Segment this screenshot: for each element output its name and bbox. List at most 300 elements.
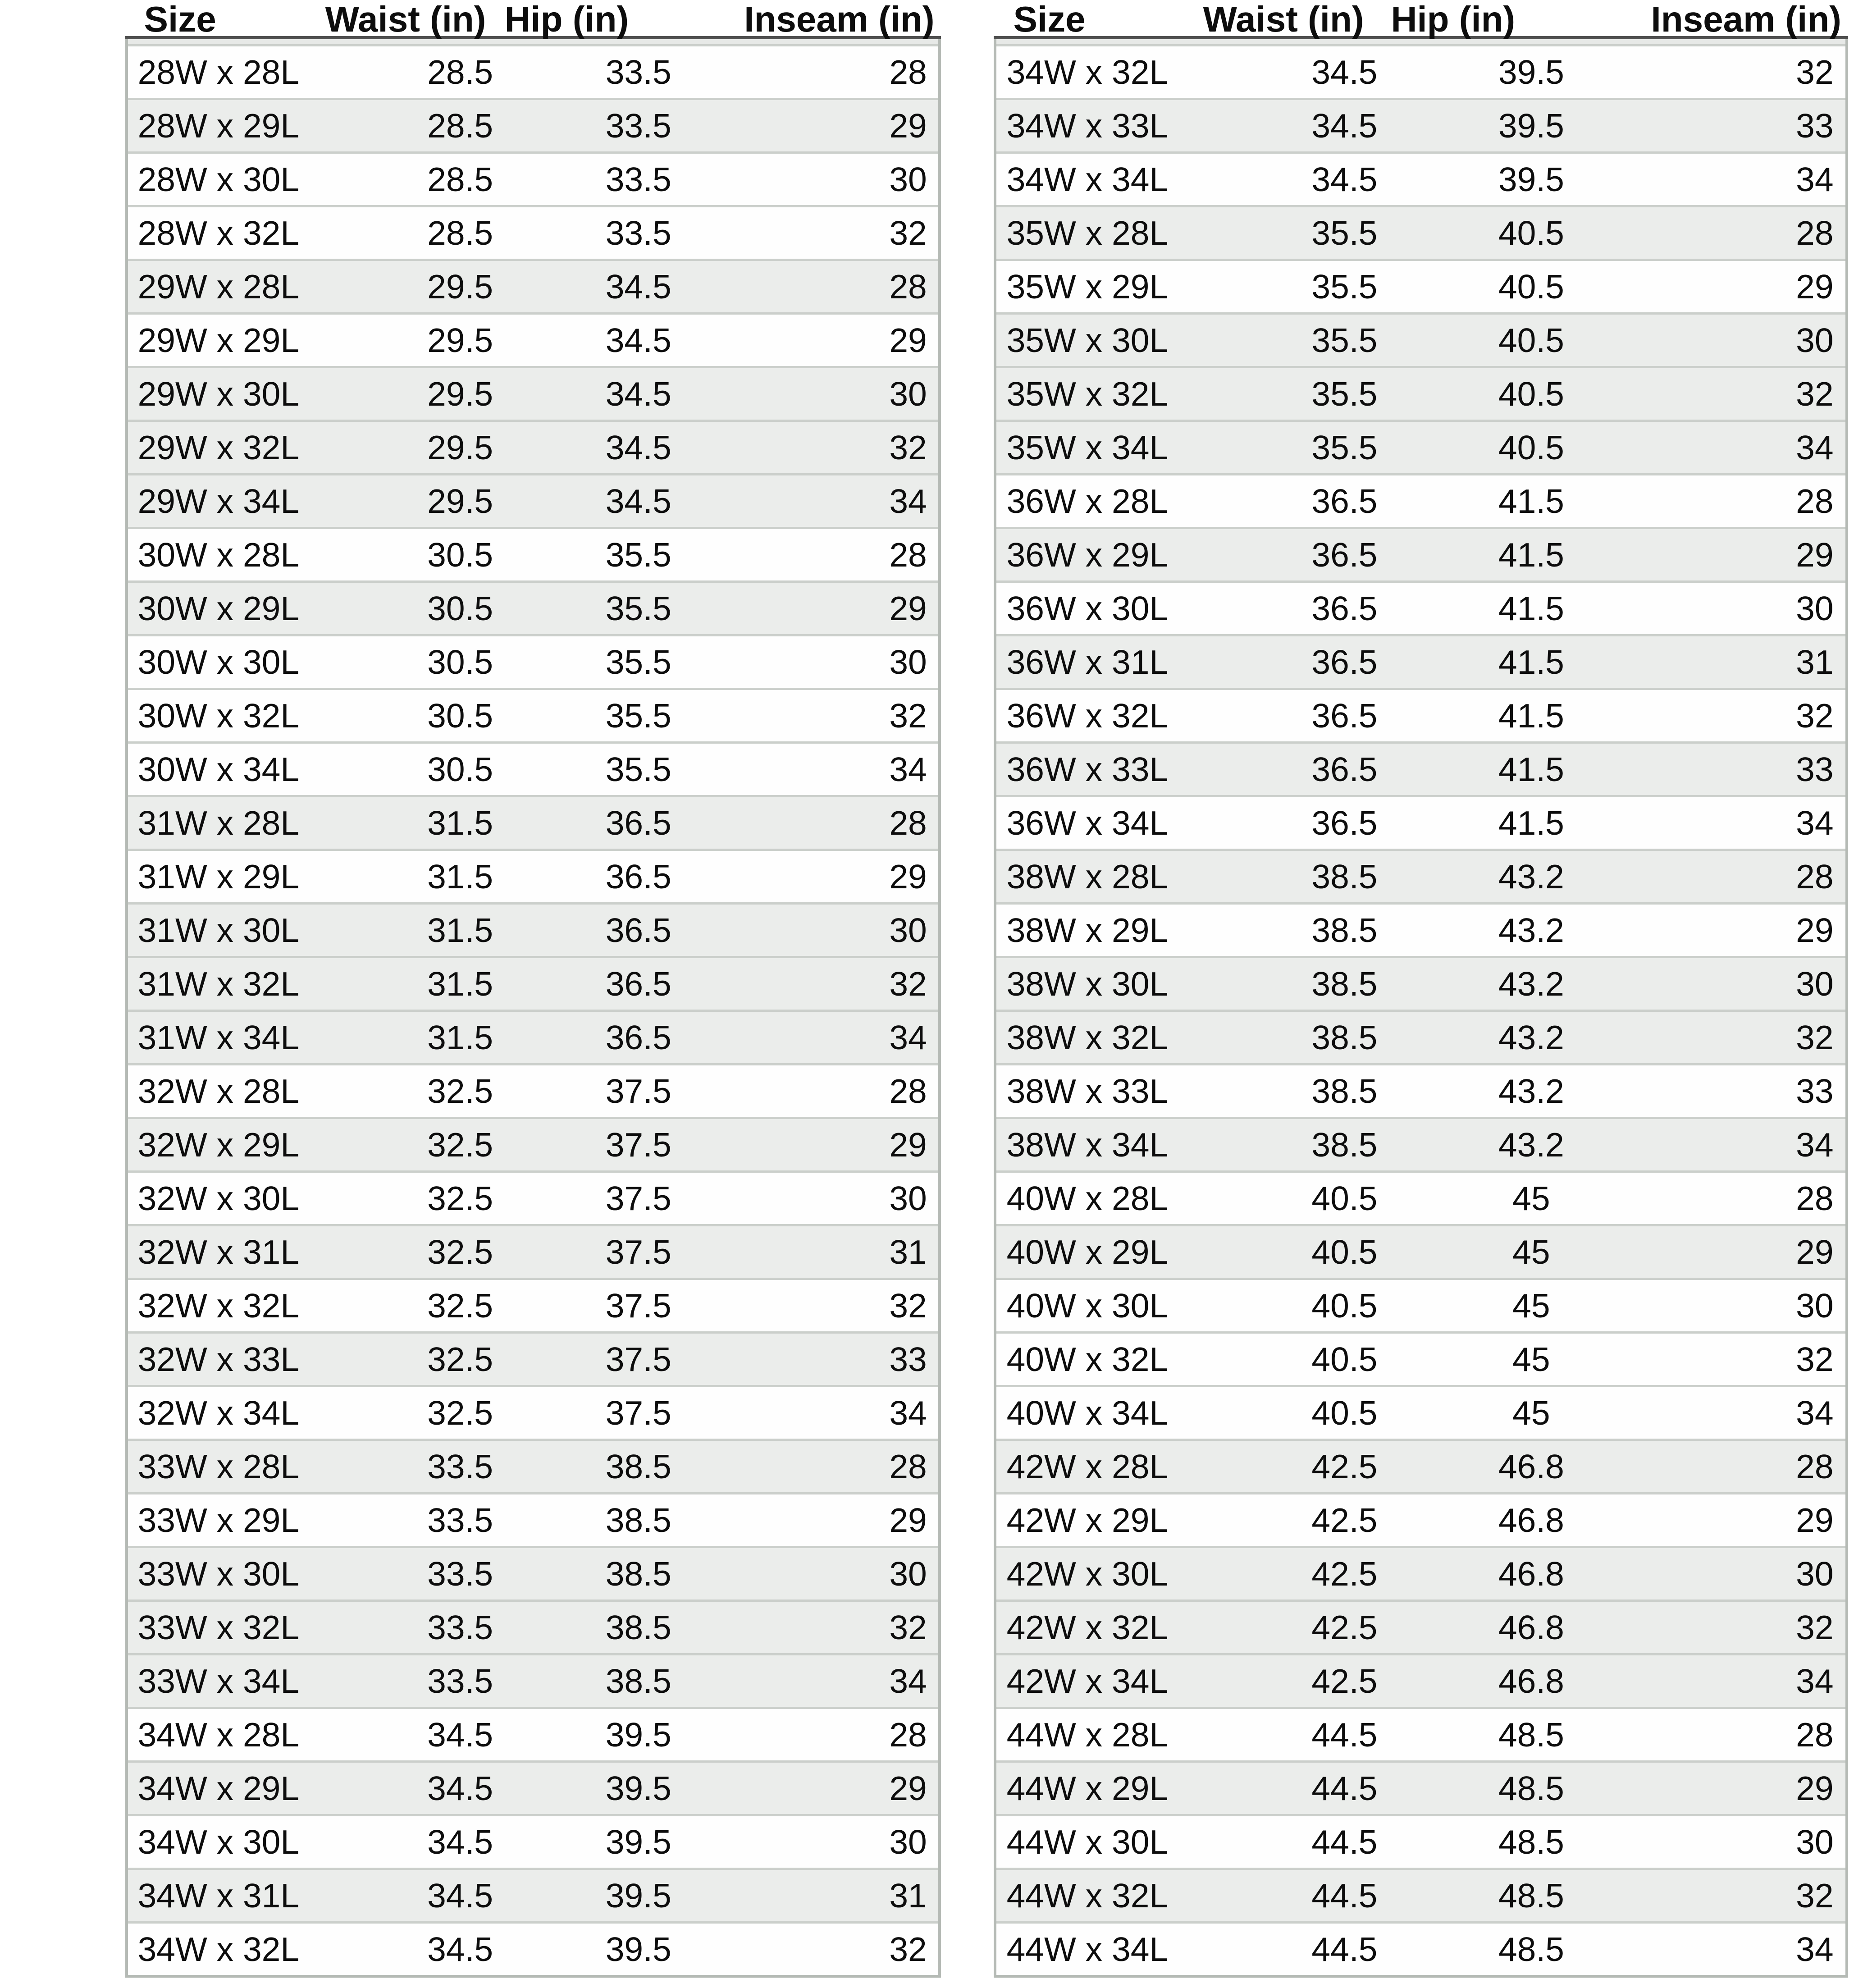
inseam-cell: 34 xyxy=(1796,429,1834,466)
hip-cell: 46.8 xyxy=(1498,1448,1564,1485)
size-cell: 38W x 28L xyxy=(1006,858,1169,896)
size-cell: 34W x 29L xyxy=(137,1769,300,1807)
waist-cell: 35.5 xyxy=(1311,268,1378,306)
inseam-cell: 34 xyxy=(889,1662,927,1700)
size-cell: 32W x 32L xyxy=(137,1287,300,1325)
hip-cell: 45 xyxy=(1512,1233,1550,1271)
size-cell: 34W x 32L xyxy=(1006,53,1169,91)
inseam-cell: 34 xyxy=(889,1019,927,1056)
inseam-cell: 32 xyxy=(1796,1340,1834,1378)
size-cell: 42W x 32L xyxy=(1006,1609,1169,1646)
size-cell: 40W x 34L xyxy=(1006,1394,1169,1432)
inseam-cell: 34 xyxy=(1796,1126,1834,1164)
table-row xyxy=(996,688,1845,741)
size-cell: 34W x 33L xyxy=(1006,107,1169,145)
size-cell: 40W x 29L xyxy=(1006,1233,1169,1271)
table-row xyxy=(996,580,1845,634)
size-cell: 30W x 32L xyxy=(137,697,300,735)
table-row xyxy=(996,741,1845,795)
table-row xyxy=(996,849,1845,902)
hip-cell: 48.5 xyxy=(1498,1823,1564,1861)
hip-cell: 43.2 xyxy=(1498,965,1564,1003)
waist-cell: 38.5 xyxy=(1311,1072,1378,1110)
size-cell: 34W x 30L xyxy=(137,1823,300,1861)
waist-cell: 34.5 xyxy=(427,1877,493,1915)
table-header-row xyxy=(125,0,941,39)
inseam-cell: 34 xyxy=(1796,1662,1834,1700)
waist-cell: 34.5 xyxy=(427,1769,493,1807)
size-cell: 28W x 28L xyxy=(137,53,300,91)
waist-cell: 30.5 xyxy=(427,590,493,627)
table-body xyxy=(994,39,1848,1978)
inseam-cell: 33 xyxy=(1796,1072,1834,1110)
table-row xyxy=(128,1868,938,1921)
waist-cell: 34.5 xyxy=(1311,160,1378,198)
table-row xyxy=(128,1707,938,1760)
inseam-cell: 28 xyxy=(1796,214,1834,252)
table-row xyxy=(996,259,1845,312)
hip-cell: 40.5 xyxy=(1498,268,1564,306)
inseam-cell: 30 xyxy=(1796,321,1834,359)
inseam-cell: 29 xyxy=(889,590,927,627)
size-cell: 33W x 34L xyxy=(137,1662,300,1700)
size-cell: 31W x 32L xyxy=(137,965,300,1003)
inseam-cell: 32 xyxy=(1796,375,1834,413)
table-row xyxy=(128,1921,938,1975)
inseam-cell: 28 xyxy=(889,1072,927,1110)
size-cell: 29W x 34L xyxy=(137,482,300,520)
size-cell: 42W x 30L xyxy=(1006,1555,1169,1593)
size-cell: 40W x 32L xyxy=(1006,1340,1169,1378)
waist-cell: 44.5 xyxy=(1311,1877,1378,1915)
table-row xyxy=(996,795,1845,849)
inseam-cell: 28 xyxy=(889,1448,927,1485)
waist-cell: 31.5 xyxy=(427,1019,493,1056)
table-row xyxy=(996,956,1845,1010)
table-row xyxy=(996,1600,1845,1653)
waist-cell: 31.5 xyxy=(427,804,493,842)
size-cell: 34W x 31L xyxy=(137,1877,300,1915)
table-row xyxy=(996,1010,1845,1063)
size-cell: 42W x 28L xyxy=(1006,1448,1169,1485)
hip-cell: 37.5 xyxy=(605,1287,671,1325)
waist-cell: 34.5 xyxy=(1311,53,1378,91)
inseam-cell: 30 xyxy=(889,1179,927,1217)
inseam-cell: 34 xyxy=(889,1394,927,1432)
size-cell: 35W x 29L xyxy=(1006,268,1169,306)
waist-cell: 38.5 xyxy=(1311,965,1378,1003)
size-cell: 38W x 33L xyxy=(1006,1072,1169,1110)
waist-cell: 35.5 xyxy=(1311,321,1378,359)
waist-cell: 29.5 xyxy=(427,429,493,466)
waist-cell: 36.5 xyxy=(1311,697,1378,735)
waist-cell: 36.5 xyxy=(1311,643,1378,681)
waist-cell: 32.5 xyxy=(427,1340,493,1378)
hip-cell: 39.5 xyxy=(1498,160,1564,198)
table-row xyxy=(128,312,938,366)
hip-cell: 46.8 xyxy=(1498,1555,1564,1593)
size-cell: 35W x 34L xyxy=(1006,429,1169,466)
hip-cell: 45 xyxy=(1512,1394,1550,1432)
waist-cell: 42.5 xyxy=(1311,1448,1378,1485)
hip-cell: 48.5 xyxy=(1498,1716,1564,1754)
table-row xyxy=(128,741,938,795)
hip-cell: 39.5 xyxy=(605,1716,671,1754)
inseam-cell: 31 xyxy=(889,1233,927,1271)
hip-cell: 45 xyxy=(1512,1179,1550,1217)
column-header-hip: Hip (in) xyxy=(1391,0,1516,39)
hip-cell: 35.5 xyxy=(605,536,671,574)
waist-cell: 29.5 xyxy=(427,321,493,359)
table-row xyxy=(996,366,1845,420)
column-header-size: Size xyxy=(144,0,216,39)
inseam-cell: 28 xyxy=(889,53,927,91)
table-row xyxy=(128,902,938,956)
table-row xyxy=(128,1653,938,1707)
table-row xyxy=(128,634,938,688)
size-cell: 33W x 29L xyxy=(137,1501,300,1539)
hip-cell: 37.5 xyxy=(605,1233,671,1271)
size-cell: 35W x 30L xyxy=(1006,321,1169,359)
table-row xyxy=(996,420,1845,473)
size-cell: 44W x 28L xyxy=(1006,1716,1169,1754)
waist-cell: 36.5 xyxy=(1311,750,1378,788)
waist-cell: 42.5 xyxy=(1311,1555,1378,1593)
waist-cell: 44.5 xyxy=(1311,1823,1378,1861)
size-cell: 31W x 28L xyxy=(137,804,300,842)
size-cell: 36W x 33L xyxy=(1006,750,1169,788)
inseam-cell: 29 xyxy=(1796,536,1834,574)
hip-cell: 43.2 xyxy=(1498,1019,1564,1056)
inseam-cell: 29 xyxy=(889,1126,927,1164)
inseam-cell: 30 xyxy=(889,643,927,681)
table-row xyxy=(996,1278,1845,1331)
table-row xyxy=(996,98,1845,151)
waist-cell: 32.5 xyxy=(427,1394,493,1432)
hip-cell: 38.5 xyxy=(605,1448,671,1485)
inseam-cell: 30 xyxy=(1796,965,1834,1003)
table-row xyxy=(128,473,938,527)
waist-cell: 44.5 xyxy=(1311,1716,1378,1754)
table-row xyxy=(996,1492,1845,1546)
hip-cell: 46.8 xyxy=(1498,1501,1564,1539)
waist-cell: 40.5 xyxy=(1311,1179,1378,1217)
hip-cell: 41.5 xyxy=(1498,590,1564,627)
inseam-cell: 29 xyxy=(889,107,927,145)
size-cell: 36W x 31L xyxy=(1006,643,1169,681)
inseam-cell: 30 xyxy=(1796,1287,1834,1325)
hip-cell: 41.5 xyxy=(1498,482,1564,520)
size-table-left xyxy=(125,0,941,1978)
size-cell: 40W x 30L xyxy=(1006,1287,1169,1325)
hip-cell: 38.5 xyxy=(605,1662,671,1700)
inseam-cell: 32 xyxy=(1796,697,1834,735)
size-cell: 32W x 33L xyxy=(137,1340,300,1378)
inseam-cell: 29 xyxy=(1796,1769,1834,1807)
size-cell: 36W x 32L xyxy=(1006,697,1169,735)
size-cell: 30W x 28L xyxy=(137,536,300,574)
waist-cell: 33.5 xyxy=(427,1555,493,1593)
size-cell: 29W x 30L xyxy=(137,375,300,413)
inseam-cell: 29 xyxy=(889,858,927,896)
hip-cell: 40.5 xyxy=(1498,429,1564,466)
hip-cell: 35.5 xyxy=(605,590,671,627)
hip-cell: 39.5 xyxy=(1498,107,1564,145)
hip-cell: 33.5 xyxy=(605,160,671,198)
size-cell: 31W x 34L xyxy=(137,1019,300,1056)
table-row xyxy=(128,1117,938,1170)
inseam-cell: 29 xyxy=(889,1501,927,1539)
waist-cell: 32.5 xyxy=(427,1126,493,1164)
waist-cell: 30.5 xyxy=(427,697,493,735)
table-row xyxy=(996,1868,1845,1921)
size-cell: 32W x 34L xyxy=(137,1394,300,1432)
waist-cell: 34.5 xyxy=(1311,107,1378,145)
column-header-inseam: Inseam (in) xyxy=(1651,0,1841,39)
inseam-cell: 28 xyxy=(1796,482,1834,520)
hip-cell: 37.5 xyxy=(605,1072,671,1110)
hip-cell: 34.5 xyxy=(605,429,671,466)
hip-cell: 40.5 xyxy=(1498,375,1564,413)
table-row xyxy=(128,1278,938,1331)
column-header-size: Size xyxy=(1013,0,1086,39)
inseam-cell: 29 xyxy=(1796,1233,1834,1271)
size-cell: 30W x 30L xyxy=(137,643,300,681)
inseam-cell: 29 xyxy=(889,321,927,359)
hip-cell: 39.5 xyxy=(605,1930,671,1968)
table-row xyxy=(996,1653,1845,1707)
table-row xyxy=(996,205,1845,259)
inseam-cell: 29 xyxy=(889,1769,927,1807)
table-row xyxy=(996,473,1845,527)
inseam-cell: 30 xyxy=(1796,1823,1834,1861)
inseam-cell: 33 xyxy=(889,1340,927,1378)
table-row xyxy=(128,1224,938,1278)
hip-cell: 34.5 xyxy=(605,268,671,306)
waist-cell: 34.5 xyxy=(427,1716,493,1754)
waist-cell: 31.5 xyxy=(427,965,493,1003)
waist-cell: 36.5 xyxy=(1311,590,1378,627)
waist-cell: 28.5 xyxy=(427,214,493,252)
waist-cell: 40.5 xyxy=(1311,1287,1378,1325)
waist-cell: 31.5 xyxy=(427,858,493,896)
hip-cell: 35.5 xyxy=(605,750,671,788)
inseam-cell: 32 xyxy=(1796,53,1834,91)
size-cell: 29W x 32L xyxy=(137,429,300,466)
inseam-cell: 33 xyxy=(1796,750,1834,788)
hip-cell: 39.5 xyxy=(605,1823,671,1861)
table-row xyxy=(128,527,938,580)
table-row xyxy=(996,1117,1845,1170)
inseam-cell: 32 xyxy=(889,429,927,466)
size-cell: 32W x 29L xyxy=(137,1126,300,1164)
hip-cell: 38.5 xyxy=(605,1555,671,1593)
inseam-cell: 34 xyxy=(1796,1930,1834,1968)
hip-cell: 48.5 xyxy=(1498,1930,1564,1968)
inseam-cell: 30 xyxy=(889,160,927,198)
hip-cell: 40.5 xyxy=(1498,321,1564,359)
inseam-cell: 28 xyxy=(1796,1716,1834,1754)
waist-cell: 29.5 xyxy=(427,482,493,520)
size-cell: 33W x 30L xyxy=(137,1555,300,1593)
waist-cell: 32.5 xyxy=(427,1179,493,1217)
hip-cell: 36.5 xyxy=(605,858,671,896)
table-row xyxy=(128,44,938,98)
inseam-cell: 30 xyxy=(1796,590,1834,627)
size-cell: 42W x 34L xyxy=(1006,1662,1169,1700)
size-cell: 33W x 32L xyxy=(137,1609,300,1646)
waist-cell: 35.5 xyxy=(1311,214,1378,252)
hip-cell: 41.5 xyxy=(1498,750,1564,788)
hip-cell: 33.5 xyxy=(605,214,671,252)
size-cell: 32W x 30L xyxy=(137,1179,300,1217)
hip-cell: 43.2 xyxy=(1498,1072,1564,1110)
hip-cell: 41.5 xyxy=(1498,697,1564,735)
table-row xyxy=(128,1331,938,1385)
size-cell: 32W x 28L xyxy=(137,1072,300,1110)
waist-cell: 40.5 xyxy=(1311,1394,1378,1432)
waist-cell: 38.5 xyxy=(1311,858,1378,896)
inseam-cell: 31 xyxy=(1796,643,1834,681)
waist-cell: 38.5 xyxy=(1311,911,1378,949)
inseam-cell: 31 xyxy=(889,1877,927,1915)
table-row xyxy=(996,1760,1845,1814)
table-row xyxy=(128,1760,938,1814)
table-row xyxy=(128,366,938,420)
table-row xyxy=(128,1546,938,1600)
inseam-cell: 28 xyxy=(889,804,927,842)
waist-cell: 42.5 xyxy=(1311,1662,1378,1700)
hip-cell: 34.5 xyxy=(605,321,671,359)
hip-cell: 36.5 xyxy=(605,965,671,1003)
inseam-cell: 30 xyxy=(889,1823,927,1861)
size-cell: 34W x 34L xyxy=(1006,160,1169,198)
size-cell: 28W x 29L xyxy=(137,107,300,145)
inseam-cell: 34 xyxy=(889,750,927,788)
inseam-cell: 28 xyxy=(889,1716,927,1754)
waist-cell: 33.5 xyxy=(427,1662,493,1700)
waist-cell: 35.5 xyxy=(1311,429,1378,466)
size-cell: 38W x 30L xyxy=(1006,965,1169,1003)
waist-cell: 32.5 xyxy=(427,1072,493,1110)
table-row xyxy=(996,1707,1845,1760)
inseam-cell: 29 xyxy=(1796,268,1834,306)
inseam-cell: 32 xyxy=(1796,1609,1834,1646)
inseam-cell: 34 xyxy=(1796,160,1834,198)
inseam-cell: 28 xyxy=(1796,858,1834,896)
waist-cell: 33.5 xyxy=(427,1448,493,1485)
waist-cell: 36.5 xyxy=(1311,536,1378,574)
hip-cell: 45 xyxy=(1512,1287,1550,1325)
hip-cell: 34.5 xyxy=(605,482,671,520)
table-row xyxy=(996,1385,1845,1439)
table-row xyxy=(996,1331,1845,1385)
waist-cell: 31.5 xyxy=(427,911,493,949)
table-row xyxy=(996,527,1845,580)
waist-cell: 32.5 xyxy=(427,1233,493,1271)
hip-cell: 46.8 xyxy=(1498,1609,1564,1646)
table-row xyxy=(128,1600,938,1653)
size-cell: 30W x 34L xyxy=(137,750,300,788)
size-cell: 34W x 28L xyxy=(137,1716,300,1754)
size-cell: 36W x 28L xyxy=(1006,482,1169,520)
waist-cell: 34.5 xyxy=(427,1930,493,1968)
waist-cell: 40.5 xyxy=(1311,1340,1378,1378)
hip-cell: 39.5 xyxy=(605,1769,671,1807)
table-row xyxy=(996,312,1845,366)
hip-cell: 48.5 xyxy=(1498,1769,1564,1807)
waist-cell: 42.5 xyxy=(1311,1609,1378,1646)
waist-cell: 44.5 xyxy=(1311,1930,1378,1968)
table-row xyxy=(996,1439,1845,1492)
size-cell: 35W x 32L xyxy=(1006,375,1169,413)
hip-cell: 37.5 xyxy=(605,1179,671,1217)
hip-cell: 35.5 xyxy=(605,697,671,735)
inseam-cell: 33 xyxy=(1796,107,1834,145)
waist-cell: 33.5 xyxy=(427,1609,493,1646)
inseam-cell: 32 xyxy=(889,965,927,1003)
waist-cell: 28.5 xyxy=(427,107,493,145)
size-cell: 28W x 32L xyxy=(137,214,300,252)
hip-cell: 41.5 xyxy=(1498,643,1564,681)
size-cell: 36W x 34L xyxy=(1006,804,1169,842)
hip-cell: 46.8 xyxy=(1498,1662,1564,1700)
waist-cell: 30.5 xyxy=(427,643,493,681)
hip-cell: 35.5 xyxy=(605,643,671,681)
size-cell: 40W x 28L xyxy=(1006,1179,1169,1217)
size-cell: 35W x 28L xyxy=(1006,214,1169,252)
waist-cell: 29.5 xyxy=(427,268,493,306)
waist-cell: 36.5 xyxy=(1311,804,1378,842)
waist-cell: 38.5 xyxy=(1311,1126,1378,1164)
table-row xyxy=(996,902,1845,956)
hip-cell: 38.5 xyxy=(605,1501,671,1539)
size-cell: 31W x 30L xyxy=(137,911,300,949)
hip-cell: 33.5 xyxy=(605,107,671,145)
table-row xyxy=(128,1170,938,1224)
table-row xyxy=(996,151,1845,205)
table-row xyxy=(128,98,938,151)
inseam-cell: 28 xyxy=(889,536,927,574)
column-header-waist: Waist (in) xyxy=(1203,0,1364,39)
waist-cell: 30.5 xyxy=(427,536,493,574)
inseam-cell: 28 xyxy=(1796,1179,1834,1217)
inseam-cell: 30 xyxy=(1796,1555,1834,1593)
waist-cell: 40.5 xyxy=(1311,1233,1378,1271)
size-cell: 44W x 29L xyxy=(1006,1769,1169,1807)
waist-cell: 36.5 xyxy=(1311,482,1378,520)
size-cell: 44W x 30L xyxy=(1006,1823,1169,1861)
table-row xyxy=(128,151,938,205)
column-header-hip: Hip (in) xyxy=(504,0,629,39)
waist-cell: 35.5 xyxy=(1311,375,1378,413)
hip-cell: 41.5 xyxy=(1498,536,1564,574)
hip-cell: 36.5 xyxy=(605,804,671,842)
waist-cell: 38.5 xyxy=(1311,1019,1378,1056)
size-cell: 29W x 28L xyxy=(137,268,300,306)
hip-cell: 37.5 xyxy=(605,1126,671,1164)
table-row xyxy=(128,420,938,473)
inseam-cell: 30 xyxy=(889,1555,927,1593)
table-row xyxy=(996,1063,1845,1117)
inseam-cell: 32 xyxy=(889,697,927,735)
hip-cell: 39.5 xyxy=(1498,53,1564,91)
hip-cell: 43.2 xyxy=(1498,1126,1564,1164)
table-row xyxy=(996,1814,1845,1868)
inseam-cell: 32 xyxy=(1796,1877,1834,1915)
table-row xyxy=(128,205,938,259)
waist-cell: 33.5 xyxy=(427,1501,493,1539)
